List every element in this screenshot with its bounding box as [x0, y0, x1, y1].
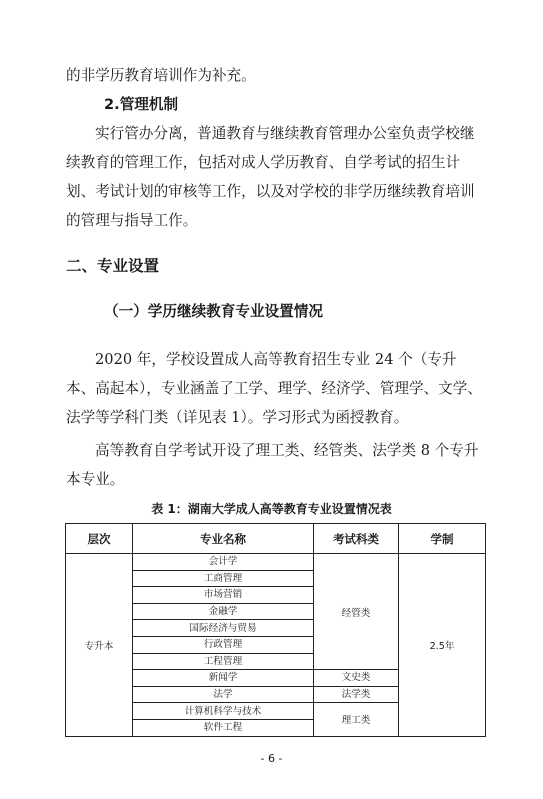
table-row	[66, 554, 486, 571]
cell-category: 文史类	[314, 670, 399, 687]
cell-level: 专升本	[66, 554, 133, 737]
cell-major: 计算机科学与技术	[133, 703, 314, 720]
page-number: - 6 -	[260, 752, 283, 765]
cell-major: 会计学	[133, 554, 314, 571]
header-major: 专业名称	[133, 524, 314, 554]
cell-category: 经管类	[314, 554, 399, 670]
paragraph-self-exam: 高等教育自学考试开设了理工类、经管类、法学类 8 个专升本专业。	[66, 442, 479, 488]
cell-major: 工商管理	[133, 570, 314, 587]
paragraph-management: 实行管办分离，普通教育与继续教育管理办公室负责学校继续教育的管理工作，包括对成人学历教育、自学考试的招生计划、考试计划的审核等工作，以及对学校的非学历继续教育培训的管理与指导工作。	[66, 125, 475, 229]
cell-duration: 2.5年	[399, 554, 486, 737]
cell-major: 软件工程	[133, 719, 314, 736]
cell-major: 市场营销	[133, 587, 314, 604]
cell-major: 新闻学	[133, 670, 314, 687]
cell-major: 法学	[133, 686, 314, 703]
table-caption: 表 1：湖南大学成人高等教育专业设置情况表	[151, 502, 392, 516]
paragraph-majors-2020: 2020 年，学校设置成人高等教育招生专业 24 个（专升本、高起本），专业涵盖了工学、理学、经济学、管理学、文学、法学等学科门类（详见表 1）。学习形式为函授教育。	[66, 351, 482, 426]
cell-major: 行政管理	[133, 636, 314, 653]
heading-management-mechanism: 2.管理机制	[104, 96, 179, 113]
cell-major: 工程管理	[133, 653, 314, 670]
header-category: 考试科类	[314, 524, 399, 554]
header-duration: 学制	[399, 524, 486, 554]
subsection-heading: （一）学历继续教育专业设置情况	[104, 303, 323, 320]
cell-category: 理工类	[314, 703, 399, 736]
cell-major: 金融学	[133, 603, 314, 620]
cell-category: 法学类	[314, 686, 399, 703]
header-level: 层次	[66, 524, 133, 554]
paragraph-continued: 的非学历教育培训作为补充。	[66, 67, 256, 84]
majors-table	[65, 523, 486, 737]
cell-major: 国际经济与贸易	[133, 620, 314, 637]
section-heading: 二、专业设置	[66, 257, 160, 275]
table-header-row	[66, 524, 486, 554]
